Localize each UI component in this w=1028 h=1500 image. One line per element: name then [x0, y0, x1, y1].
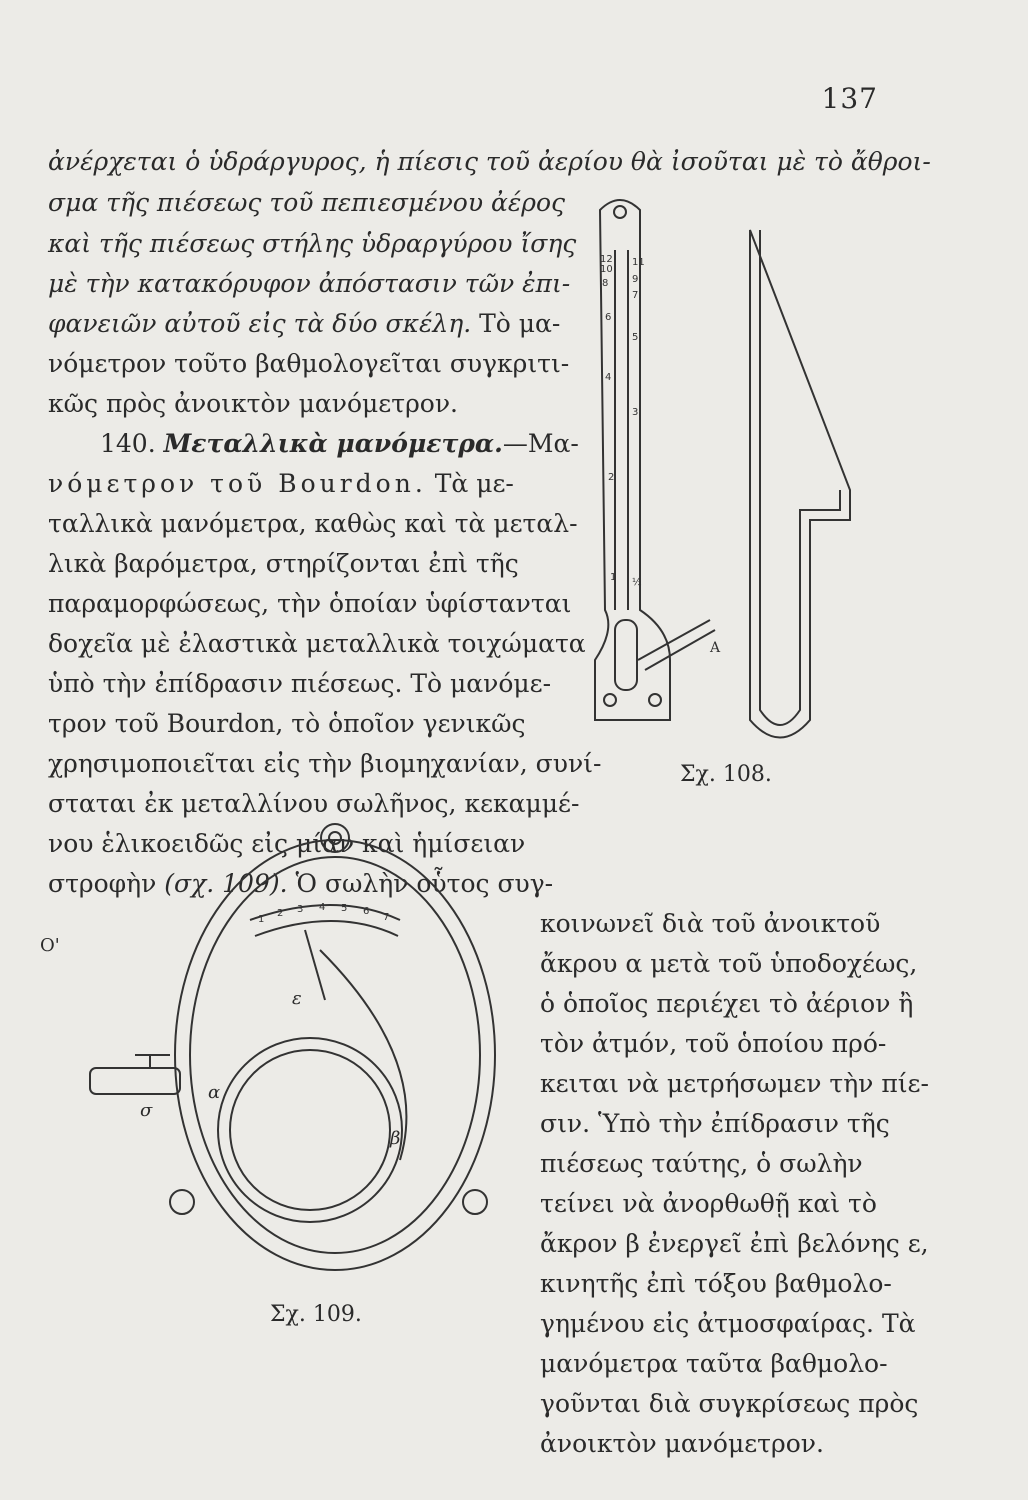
text-line: κινητῆς ἐπὶ τόξου βαθμολο- [540, 1269, 892, 1298]
figure-108-manometer [560, 190, 890, 750]
text-line: φανειῶν αὐτοῦ εἰς τὰ δύο σκέλη. Τὸ μα- [48, 309, 561, 338]
text-line: σμα τῆς πιέσεως τοῦ πεπιεσμένου ἀέρος [48, 188, 566, 217]
dial-tick: 7 [383, 912, 390, 923]
dial-tick: 5 [341, 903, 348, 914]
scale-label: 11 [632, 257, 645, 268]
label-alpha: α [208, 1082, 221, 1103]
text-line: πιέσεως ταύτης, ὁ σωλὴν [540, 1149, 863, 1178]
dial-tick: 4 [319, 902, 326, 913]
text-line: ὁ ὁποῖος περιέχει τὸ ἀέριον ἢ [540, 989, 914, 1018]
label-A: A [710, 640, 721, 656]
text-line: γημένου εἰς ἀτμοσφαίρας. Τὰ [540, 1309, 916, 1338]
scale-label: 10 [600, 264, 613, 275]
scale-label: 6 [605, 312, 612, 323]
text-line: σιν. Ὑπὸ τὴν ἐπίδρασιν τῆς [540, 1109, 890, 1138]
dial-tick: 1 [258, 914, 265, 925]
text-line: νόμετρον τοῦ Bourdon. Τὰ με- [48, 469, 514, 498]
section-heading: 140. Μεταλλικὰ μανόμετρα.—Μα- [100, 429, 579, 458]
figure-108-caption: Σχ. 108. [680, 762, 772, 787]
label-sigma: σ [140, 1100, 153, 1121]
scale-label: 1 [610, 572, 617, 583]
text-line: γοῦνται διὰ συγκρίσεως πρὸς [540, 1389, 919, 1418]
dial-tick: 2 [277, 908, 284, 919]
text-line: νόμετρον τοῦτο βαθμολογεῖται συγκριτι- [48, 349, 570, 378]
text-line: παραμορφώσεως, τὴν ὁποίαν ὑφίστανται [48, 589, 572, 618]
scale-label: 12 [600, 254, 613, 265]
dial-tick: 6 [363, 906, 370, 917]
scale-label: 4 [605, 372, 612, 383]
label-epsilon: ε [292, 988, 302, 1009]
text-line: κειται νὰ μετρήσωμεν τὴν πίε- [540, 1069, 929, 1098]
text-line: ὑπὸ τὴν ἐπίδρασιν πιέσεως. Τὸ μανόμε- [48, 669, 552, 698]
scale-label: 7 [632, 290, 639, 301]
text-line: ἄκρου α μετὰ τοῦ ὑποδοχέως, [540, 949, 918, 978]
text-line: κοινωνεῖ διὰ τοῦ ἀνοικτοῦ [540, 909, 881, 938]
text-line: καὶ τῆς πιέσεως στήλης ὑδραργύρου ἴσης [48, 229, 577, 258]
text-line: ταλλικὰ μανόμετρα, καθὼς καὶ τὰ μεταλ- [48, 509, 578, 538]
text-line: ἄκρον β ἐνεργεῖ ἐπὶ βελόνης ε, [540, 1229, 929, 1258]
text-line: σταται ἐκ μεταλλίνου σωλῆνος, κεκαμμέ- [48, 789, 580, 818]
text-line: τείνει νὰ ἀνορθωθῇ καὶ τὸ [540, 1189, 877, 1218]
scale-label: 9 [632, 274, 639, 285]
text-line: λικὰ βαρόμετρα, στηρίζονται ἐπὶ τῆς [48, 549, 519, 578]
text-line: ἀνοικτὸν μανόμετρον. [540, 1429, 824, 1458]
scale-label: ½ [632, 577, 642, 588]
text-line: νου ἑλικοειδῶς εἰς μίαν καὶ ἡμίσειαν [48, 829, 526, 858]
scale-label: 3 [632, 407, 639, 418]
figure-109-bourdon-gauge [80, 810, 520, 1280]
scale-label: 2 [608, 472, 615, 483]
text-line: τρον τοῦ Bourdon, τὸ ὁποῖον γενικῶς [48, 709, 526, 738]
text-line: μανόμετρα ταῦτα βαθμολο- [540, 1349, 888, 1378]
text-line: ἀνέρχεται ὁ ὑδράργυρος, ἡ πίεσις τοῦ ἀερίου θὰ ἰσοῦται μὲ τὸ ἄθροι- [48, 147, 931, 176]
text-line: δοχεῖα μὲ ἐλαστικὰ μεταλλικὰ τοιχώματα [48, 629, 586, 658]
scale-label: 5 [632, 332, 639, 343]
label-O: Ο' [40, 935, 60, 956]
text-line: μὲ τὴν κατακόρυφον ἀπόστασιν τῶν ἐπι- [48, 269, 571, 298]
text-line: χρησιμοποιεῖται εἰς τὴν βιομηχανίαν, συνί- [48, 749, 602, 778]
figure-109-caption: Σχ. 109. [270, 1302, 362, 1327]
dial-tick: 3 [297, 904, 304, 915]
text-line: στροφὴν (σχ. 109). Ὁ σωλὴν οὗτος συγ- [48, 869, 554, 898]
label-beta: β [390, 1128, 401, 1149]
page-number: 137 [821, 82, 878, 115]
scale-label: 8 [602, 278, 609, 289]
text-line: τὸν ἀτμόν, τοῦ ὁποίου πρό- [540, 1029, 887, 1058]
text-line: κῶς πρὸς ἀνοικτὸν μανόμετρον. [48, 389, 458, 418]
